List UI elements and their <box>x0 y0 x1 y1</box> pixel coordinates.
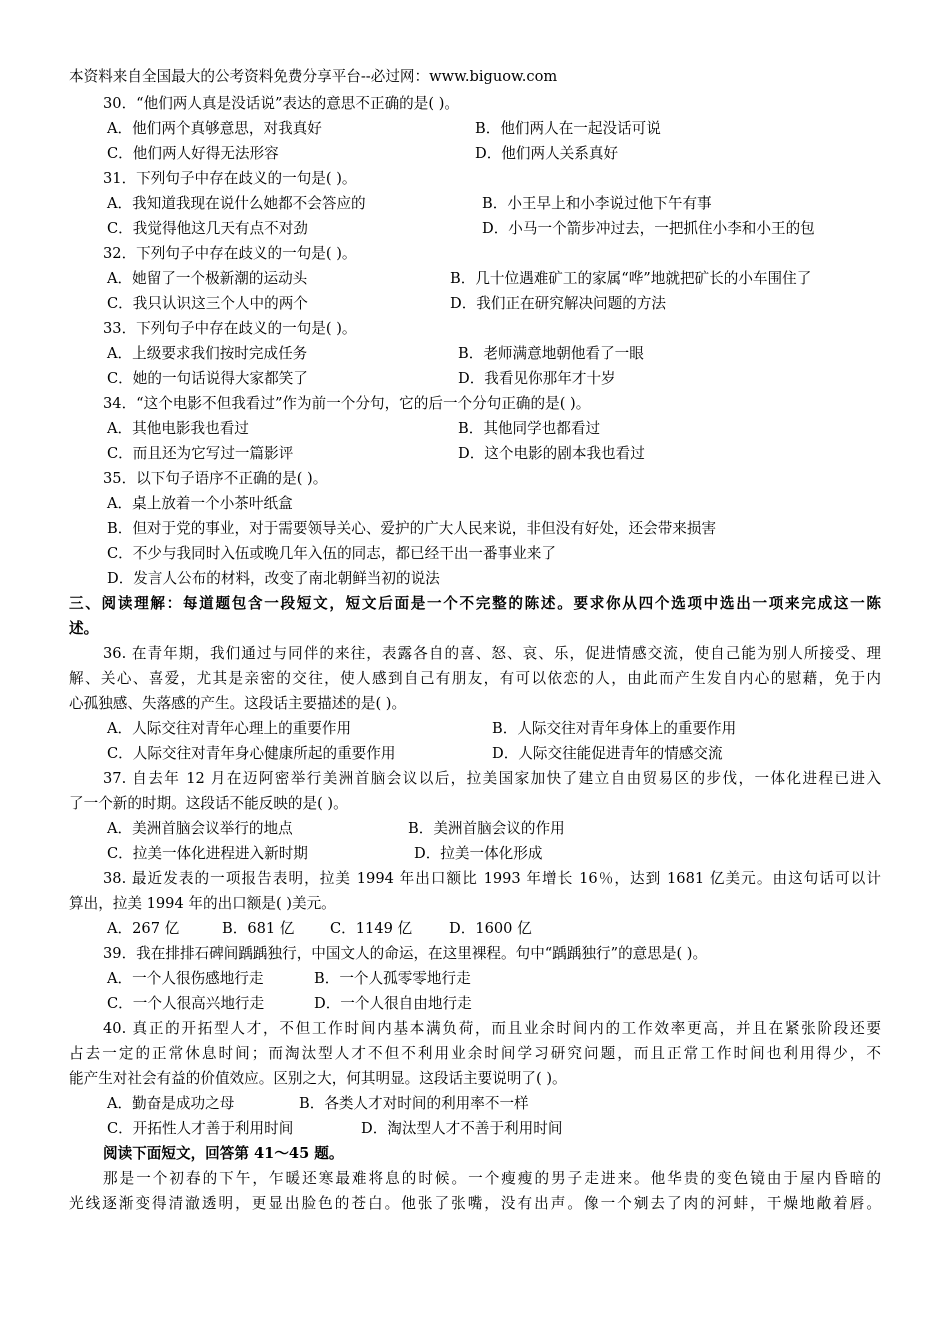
q35-option-d: D．发言人公布的材料，改变了南北朝鲜当初的说法 <box>107 570 440 587</box>
q31-option-d: D．小马一个箭步冲过去，一把抓住小李和小王的包 <box>482 220 815 237</box>
q37-option-a: A．美洲首脑会议举行的地点 <box>107 820 293 837</box>
q40-option-a: A．勤奋是成功之母 <box>107 1095 235 1112</box>
q38-option-c: C．1149 亿 <box>330 920 413 937</box>
q32-option-a: A．她留了一个极新潮的运动头 <box>107 270 308 287</box>
q37-line-1: 37. 自去年 12 月在迈阿密举行美洲首脑会议以后，拉美国家加快了建立自由贸易区的步伐，一体化进程已进入 <box>103 770 881 787</box>
q38-line-1: 38. 最近发表的一项报告表明，拉美 1994 年出口额比 1993 年增长 16％，达到 1681 亿美元。由这句话可以计 <box>103 870 881 887</box>
q30-option-d: D．他们两人关系真好 <box>475 145 619 162</box>
q31-option-a: A．我知道我现在说什么她都不会答应的 <box>107 195 366 212</box>
q31-option-b: B．小王早上和小李说过他下午有事 <box>482 195 712 212</box>
q33-option-d: D．我看见你那年才十岁 <box>458 370 616 387</box>
q36-line-1: 36. 在青年期，我们通过与同伴的来往，表露各自的喜、怒、哀、乐，促进情感交流，使自己能为别人所接受、理 <box>103 645 881 662</box>
q34-option-d: D．这个电影的剧本我也看过 <box>458 445 645 462</box>
q32-stem: 32．下列句子中存在歧义的一句是( )。 <box>103 245 357 262</box>
q36-option-d: D．人际交往能促进青年的情感交流 <box>492 745 723 762</box>
q36-line-2: 解、关心、喜爱，尤其是亲密的交往，使人感到自己有朋友，有可以依恋的人，由此而产生发自内心的慰藉，免于内 <box>69 670 881 687</box>
q33-option-b: B．老师满意地朝他看了一眼 <box>458 345 644 362</box>
q35-option-b: B．但对于党的事业，对于需要领导关心、爱护的广大人民来说，非但没有好处，还会带来损害 <box>107 520 717 537</box>
q36-option-b: B．人际交往对青年身体上的重要作用 <box>492 720 737 737</box>
q37-option-d: D．拉美一体化形成 <box>414 845 543 862</box>
q37-line-2: 了一个新的时期。这段话不能反映的是( )。 <box>69 795 348 812</box>
q32-option-b: B．几十位遇难矿工的家属“哗”地就把矿长的小车围住了 <box>450 270 812 287</box>
reading-line-1: 那是一个初春的下午，乍暖还寒最难将息的时候。一个瘦瘦的男子走进来。他华贵的变色镜由于屋内昏暗的 <box>103 1170 881 1187</box>
q39-option-a: A．一个人很伤感地行走 <box>107 970 264 987</box>
q40-line-3: 能产生对社会有益的价值效应。区别之大，何其明显。这段话主要说明了( )。 <box>69 1070 567 1087</box>
q34-option-b: B．其他同学也都看过 <box>458 420 601 437</box>
q36-option-a: A．人际交往对青年心理上的重要作用 <box>107 720 352 737</box>
q40-line-1: 40. 真正的开拓型人才，不但工作时间内基本满负荷，而且业余时间内的工作效率更高，并且在紧张阶段还要 <box>103 1020 881 1037</box>
q33-option-c: C．她的一句话说得大家都笑了 <box>107 370 308 387</box>
q38-option-b: B．681 亿 <box>222 920 295 937</box>
q38-line-2: 算出，拉美 1994 年的出口额是( )美元。 <box>69 895 336 912</box>
source-header: 本资料来自全国最大的公考资料免费分享平台--必过网：www.biguow.com <box>69 68 558 85</box>
q30-stem: 30．“他们两人真是没话说”表达的意思不正确的是( )。 <box>103 95 459 112</box>
q39-stem: 39．我在排排石碑间踽踽独行，中国文人的命运，在这里裸程。句中“踽踽独行”的意思是( )。 <box>103 945 708 962</box>
q39-option-b: B．一个人孤零零地行走 <box>314 970 471 987</box>
q35-option-c: C．不少与我同时入伍或晚几年入伍的同志，都已经干出一番事业来了 <box>107 545 556 562</box>
q34-option-a: A．其他电影我也看过 <box>107 420 249 437</box>
q37-option-b: B．美洲首脑会议的作用 <box>408 820 565 837</box>
q37-option-c: C．拉美一体化进程进入新时期 <box>107 845 308 862</box>
q30-option-b: B．他们两人在一起没话可说 <box>475 120 661 137</box>
q36-option-c: C．人际交往对青年身心健康所起的重要作用 <box>107 745 396 762</box>
q40-option-b: B．各类人才对时间的利用率不一样 <box>299 1095 529 1112</box>
q33-option-a: A．上级要求我们按时完成任务 <box>107 345 308 362</box>
q40-option-d: D．淘汰型人才不善于利用时间 <box>361 1120 563 1137</box>
q31-option-c: C．我觉得他这几天有点不对劲 <box>107 220 308 237</box>
q40-option-c: C．开拓性人才善于利用时间 <box>107 1120 294 1137</box>
q34-option-c: C．而且还为它写过一篇影评 <box>107 445 294 462</box>
q35-stem: 35．以下句子语序不正确的是( )。 <box>103 470 328 487</box>
q31-stem: 31．下列句子中存在歧义的一句是( )。 <box>103 170 357 187</box>
reading-heading: 阅读下面短文，回答第 41～45 题。 <box>103 1145 344 1162</box>
q32-option-c: C．我只认识这三个人中的两个 <box>107 295 308 312</box>
q38-option-a: A．267 亿 <box>107 920 180 937</box>
section-3-heading-cont: 述。 <box>69 620 99 637</box>
q36-line-3: 心孤独感、失落感的产生。这段话主要描述的是( )。 <box>69 695 407 712</box>
q34-stem: 34．“这个电影不但我看过”作为前一个分句，它的后一个分句正确的是( )。 <box>103 395 591 412</box>
q39-option-c: C．一个人很高兴地行走 <box>107 995 265 1012</box>
q33-stem: 33．下列句子中存在歧义的一句是( )。 <box>103 320 357 337</box>
q32-option-d: D．我们正在研究解决问题的方法 <box>450 295 667 312</box>
q40-line-2: 占去一定的正常休息时间；而淘汰型人才不但不利用业余时间学习研究问题，而且正常工作时间也利用得少，不 <box>69 1045 881 1062</box>
q30-option-c: C．他们两人好得无法形容 <box>107 145 279 162</box>
q35-option-a: A．桌上放着一个小茶叶纸盒 <box>107 495 293 512</box>
q38-option-d: D．1600 亿 <box>449 920 532 937</box>
q30-option-a: A．他们两个真够意思，对我真好 <box>107 120 322 137</box>
reading-line-2: 光线逐渐变得清澈透明，更显出脸色的苍白。他张了张嘴，没有出声。像一个剜去了肉的河蚌，干燥地敞着唇。 <box>69 1195 881 1212</box>
section-3-heading: 三、阅读理解：每道题包含一段短文，短文后面是一个不完整的陈述。要求你从四个选项中选出一项来完成这一陈 <box>69 595 881 612</box>
q39-option-d: D．一个人很自由地行走 <box>314 995 472 1012</box>
